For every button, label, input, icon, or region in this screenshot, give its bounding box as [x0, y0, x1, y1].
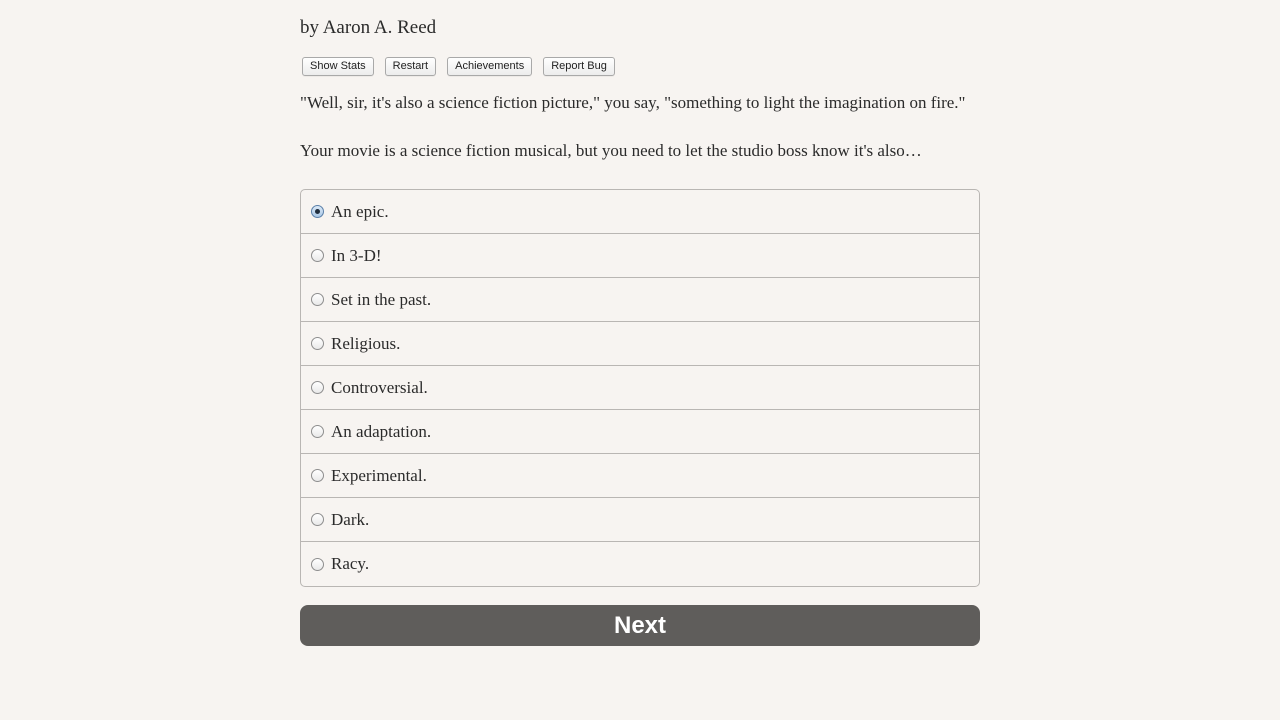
choice-list	[300, 189, 980, 587]
radio-unchecked-icon[interactable]	[311, 513, 324, 526]
choice-option-experimental[interactable]	[301, 454, 979, 498]
choice-option-religious[interactable]	[301, 322, 979, 366]
choice-label: An adaptation.	[331, 421, 432, 441]
choice-label: Experimental.	[331, 465, 427, 485]
radio-checked-icon[interactable]	[311, 205, 324, 218]
radio-unchecked-icon[interactable]	[311, 249, 324, 262]
report-bug-button[interactable]: Report Bug	[543, 57, 615, 76]
story-paragraph: "Well, sir, it's also a science fiction picture," you say, "something to light the imagination on fire."	[300, 93, 966, 112]
choice-label: Controversial.	[331, 377, 428, 397]
show-stats-button[interactable]: Show Stats	[302, 57, 374, 76]
choice-label: Religious.	[331, 333, 401, 353]
toolbar	[302, 57, 615, 76]
choice-label: Set in the past.	[331, 289, 432, 309]
choice-label: Dark.	[331, 509, 370, 529]
choice-label: An epic.	[331, 201, 389, 221]
radio-unchecked-icon[interactable]	[311, 425, 324, 438]
radio-unchecked-icon[interactable]	[311, 293, 324, 306]
choice-option-adaptation[interactable]	[301, 410, 979, 454]
choice-option-3d[interactable]	[301, 234, 979, 278]
choice-label: Racy.	[331, 554, 370, 573]
radio-unchecked-icon[interactable]	[311, 558, 324, 571]
story-prompt: Your movie is a science fiction musical, but you need to let the studio boss know it's also…	[300, 141, 922, 160]
choice-option-dark[interactable]	[301, 498, 979, 542]
choice-option-controversial[interactable]	[301, 366, 979, 410]
radio-unchecked-icon[interactable]	[311, 381, 324, 394]
next-button[interactable]: Next	[300, 605, 980, 646]
radio-unchecked-icon[interactable]	[311, 469, 324, 482]
choice-option-past[interactable]	[301, 278, 979, 322]
author-byline: by Aaron A. Reed	[300, 17, 437, 38]
choice-option-epic[interactable]	[301, 190, 979, 234]
restart-button[interactable]: Restart	[385, 57, 436, 76]
choice-label: In 3-D!	[331, 245, 382, 265]
choice-option-racy[interactable]	[301, 542, 979, 586]
radio-unchecked-icon[interactable]	[311, 337, 324, 350]
achievements-button[interactable]: Achievements	[447, 57, 532, 76]
